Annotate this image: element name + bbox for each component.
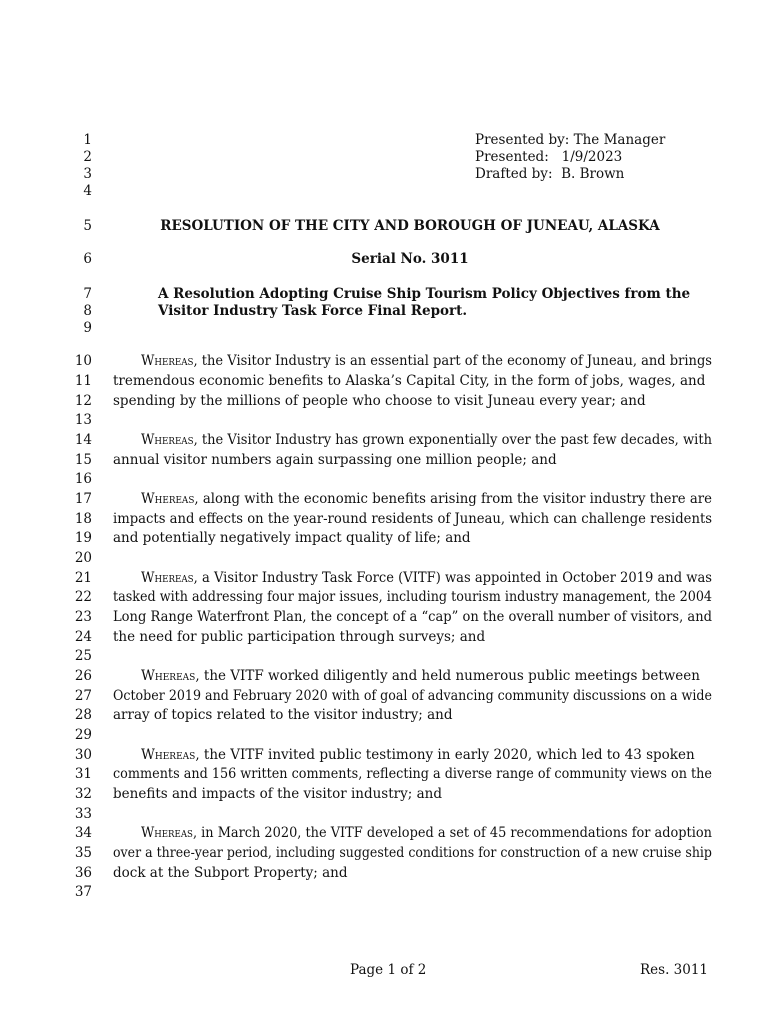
paragraph-line: Long Range Waterfront Plan, the concept of a “cap” on the overall number of visitors, and — [113, 609, 713, 625]
line-number: 27 — [74, 688, 92, 704]
whereas-word: Whereas — [141, 570, 194, 586]
paragraph-line: and potentially negatively impact quality of life; and — [113, 530, 471, 546]
whereas-word: Whereas — [141, 432, 194, 448]
line-number: 22 — [74, 589, 92, 605]
paragraph-text: , in March 2020, the VITF developed a set of 45 recommendations for adoption — [192, 825, 712, 841]
paragraph-line: over a three-year period, including suggested conditions for construction of a new cruise ship — [113, 845, 712, 861]
line-number: 2 — [83, 149, 92, 165]
page-number: Page 1 of 2 — [350, 962, 427, 978]
line-number: 30 — [74, 747, 92, 763]
paragraph-line: tremendous economic benefits to Alaska’s Capital City, in the form of jobs, wages, and — [113, 373, 706, 389]
paragraph-text: , the VITF invited public testimony in early 2020, which led to 43 spoken — [195, 747, 695, 763]
paragraph-line: October 2019 and February 2020 with of goal of advancing community discussions on a wide — [113, 688, 712, 704]
line-number: 33 — [74, 806, 92, 822]
line-number: 9 — [83, 320, 92, 336]
line-number: 11 — [74, 373, 92, 389]
paragraph-line: array of topics related to the visitor industry; and — [113, 707, 453, 723]
paragraph-line: annual visitor numbers again surpassing one million people; and — [113, 452, 557, 468]
line-number: 18 — [74, 511, 92, 527]
line-number: 35 — [74, 845, 92, 861]
line-number: 19 — [74, 530, 92, 546]
line-number: 23 — [74, 609, 92, 625]
line-number: 28 — [74, 707, 92, 723]
line-number: 29 — [74, 727, 92, 743]
line-number: 1 — [83, 132, 92, 148]
paragraph-line: comments and 156 written comments, reflecting a diverse range of community views on the — [113, 766, 712, 782]
line-number: 37 — [74, 884, 92, 900]
resolution-subject-line-2: Visitor Industry Task Force Final Report. — [158, 303, 468, 319]
line-number: 5 — [83, 218, 92, 234]
serial-number: Serial No. 3011 — [351, 251, 469, 267]
whereas-word: Whereas — [141, 825, 193, 841]
paragraph-text: , the Visitor Industry is an essential part of the economy of Juneau, and brings — [193, 353, 713, 369]
drafted-by: Drafted by: B. Brown — [475, 166, 625, 182]
line-number: 16 — [74, 471, 92, 487]
line-number: 26 — [74, 668, 92, 684]
paragraph-first-line — [141, 491, 712, 507]
line-number: 31 — [74, 766, 92, 782]
line-number: 34 — [74, 825, 92, 841]
paragraph-text: , the VITF worked diligently and held numerous public meetings between — [195, 668, 700, 684]
line-number: 20 — [74, 550, 92, 566]
whereas-word: Whereas — [141, 747, 196, 763]
whereas-word: Whereas — [141, 353, 194, 369]
line-number: 4 — [83, 183, 92, 199]
presented-by: Presented by: The Manager — [475, 132, 666, 148]
line-number: 3 — [83, 166, 92, 182]
line-number: 17 — [74, 491, 92, 507]
line-number: 15 — [74, 452, 92, 468]
paragraph-first-line — [141, 353, 712, 369]
presented-date: Presented: 1/9/2023 — [475, 149, 623, 165]
resolution-title: RESOLUTION OF THE CITY AND BOROUGH OF JUNEAU, ALASKA — [160, 218, 660, 234]
whereas-word: Whereas — [141, 491, 195, 507]
line-number: 12 — [74, 393, 92, 409]
line-number: 25 — [74, 648, 92, 664]
paragraph-line: tasked with addressing four major issues, including tourism industry management, the 2004 — [113, 589, 713, 605]
paragraph-text: , along with the economic benefits arising from the visitor industry there are — [194, 491, 712, 507]
paragraph-line: the need for public participation through surveys; and — [113, 629, 486, 645]
line-number: 10 — [74, 353, 92, 369]
whereas-word: Whereas — [141, 668, 196, 684]
paragraph-first-line — [141, 570, 712, 586]
line-number: 6 — [83, 251, 92, 267]
line-number: 36 — [74, 865, 92, 881]
paragraph-line: impacts and effects on the year-round residents of Juneau, which can challenge residents — [113, 511, 713, 527]
paragraph-line: spending by the millions of people who choose to visit Juneau every year; and — [113, 393, 646, 409]
paragraph-first-line — [141, 825, 712, 841]
line-number: 32 — [74, 786, 92, 802]
paragraph-first-line — [141, 432, 712, 448]
paragraph-first-line — [141, 668, 700, 684]
resolution-reference: Res. 3011 — [640, 962, 709, 978]
line-number: 13 — [74, 412, 92, 428]
line-number: 7 — [83, 286, 92, 302]
paragraph-line: benefits and impacts of the visitor industry; and — [113, 786, 442, 802]
line-number: 24 — [74, 629, 92, 645]
line-number: 14 — [74, 432, 92, 448]
paragraph-line: dock at the Subport Property; and — [113, 865, 348, 881]
line-number: 8 — [83, 303, 92, 319]
line-number: 21 — [74, 570, 92, 586]
paragraph-text: , the Visitor Industry has grown exponentially over the past few decades, with — [193, 432, 713, 448]
resolution-subject-line-1: A Resolution Adopting Cruise Ship Tourism Policy Objectives from the — [158, 286, 691, 302]
paragraph-first-line — [141, 747, 695, 763]
paragraph-text: , a Visitor Industry Task Force (VITF) was appointed in October 2019 and was — [193, 570, 713, 586]
